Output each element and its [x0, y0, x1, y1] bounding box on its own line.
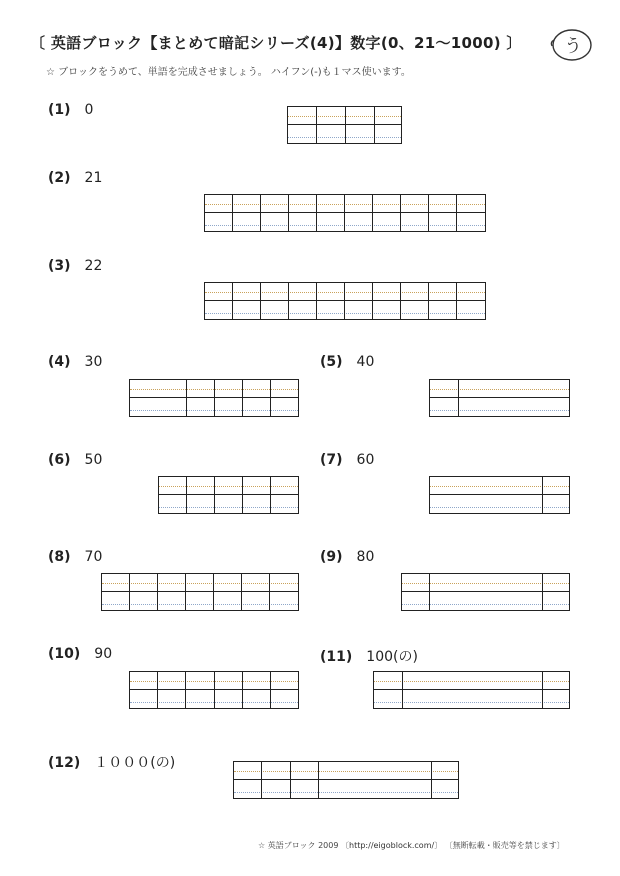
answer-grid-12[interactable] — [233, 761, 459, 799]
grid-cell[interactable] — [543, 672, 571, 708]
question-word: １０００(の) — [94, 755, 176, 771]
grid-cell[interactable] — [215, 672, 243, 708]
grid-cell[interactable] — [270, 574, 300, 610]
grid-cell[interactable] — [543, 574, 571, 610]
grid-cell[interactable] — [205, 283, 233, 319]
grid-cell[interactable] — [243, 380, 271, 416]
question-word: 21 — [84, 170, 103, 186]
grid-cell[interactable] — [375, 107, 403, 143]
grid-cell[interactable] — [289, 283, 317, 319]
grid-cell[interactable] — [401, 283, 429, 319]
grid-cell[interactable] — [432, 762, 460, 798]
question-6 — [48, 452, 102, 468]
grid-cell[interactable] — [158, 574, 186, 610]
grid-cell[interactable] — [457, 283, 487, 319]
grid-cell[interactable] — [430, 477, 543, 513]
grid-cell[interactable] — [459, 380, 571, 416]
question-number: (3) — [48, 258, 71, 274]
instruction-text: ☆ ブロックをうめて、単語を完成させましょう。 ハイフン(-)も１マス使います。 — [46, 67, 411, 78]
grid-cell[interactable] — [187, 477, 215, 513]
grid-cell[interactable] — [543, 477, 571, 513]
grid-cell[interactable] — [243, 672, 271, 708]
grid-cell[interactable] — [187, 380, 215, 416]
grid-cell[interactable] — [346, 107, 375, 143]
grid-cell[interactable] — [261, 283, 289, 319]
grid-cell[interactable] — [186, 574, 214, 610]
grid-cell[interactable] — [130, 672, 158, 708]
grid-cell[interactable] — [373, 195, 401, 231]
grid-cell[interactable] — [345, 283, 373, 319]
footer — [258, 840, 565, 851]
grid-cell[interactable] — [317, 195, 345, 231]
question-number: (6) — [48, 452, 71, 468]
grid-cell[interactable] — [271, 672, 300, 708]
question-word: 60 — [356, 452, 375, 468]
question-11 — [320, 646, 418, 666]
grid-cell[interactable] — [271, 380, 300, 416]
question-word: 100(の) — [366, 649, 418, 665]
grid-cell[interactable] — [102, 574, 130, 610]
question-number: (8) — [48, 549, 71, 565]
grid-cell[interactable] — [317, 107, 346, 143]
grid-cell[interactable] — [215, 380, 243, 416]
grid-cell[interactable] — [288, 107, 317, 143]
grid-cell[interactable] — [186, 672, 215, 708]
grid-cell[interactable] — [430, 380, 459, 416]
grid-cell[interactable] — [158, 672, 186, 708]
answer-grid-5[interactable] — [429, 379, 570, 417]
grid-cell[interactable] — [430, 574, 543, 610]
grid-cell[interactable] — [403, 672, 543, 708]
answer-grid-4[interactable] — [129, 379, 299, 417]
footer-notice: 〔無断転載・販売等を禁じます〕 — [444, 841, 565, 850]
grid-cell[interactable] — [234, 762, 262, 798]
question-word: 80 — [356, 549, 375, 565]
question-number: (4) — [48, 354, 71, 370]
question-word: 50 — [84, 452, 103, 468]
grid-cell[interactable] — [374, 672, 403, 708]
grid-cell[interactable] — [262, 762, 291, 798]
grid-cell[interactable] — [271, 477, 300, 513]
question-1 — [48, 102, 93, 118]
grid-cell[interactable] — [402, 574, 430, 610]
question-word: 40 — [356, 354, 375, 370]
grid-cell[interactable] — [429, 195, 457, 231]
question-number: (2) — [48, 170, 71, 186]
page-title: 〔 英語ブロック【まとめて暗記シリーズ(4)】数字(0、21～1000) 〕 — [30, 34, 522, 52]
smiley-face-icon — [548, 26, 594, 64]
question-5 — [320, 354, 374, 370]
answer-grid-11[interactable] — [373, 671, 570, 709]
question-word: 30 — [84, 354, 103, 370]
answer-grid-10[interactable] — [129, 671, 299, 709]
answer-grid-6[interactable] — [158, 476, 299, 514]
answer-grid-2[interactable] — [204, 194, 486, 232]
grid-cell[interactable] — [261, 195, 289, 231]
question-word: 70 — [84, 549, 103, 565]
grid-cell[interactable] — [317, 283, 345, 319]
answer-grid-8[interactable] — [101, 573, 299, 611]
grid-cell[interactable] — [159, 477, 187, 513]
grid-cell[interactable] — [289, 195, 317, 231]
question-number: (10) — [48, 646, 81, 662]
svg-text:う: う — [564, 36, 582, 57]
answer-grid-7[interactable] — [429, 476, 570, 514]
question-12 — [48, 752, 175, 772]
grid-cell[interactable] — [429, 283, 457, 319]
answer-grid-3[interactable] — [204, 282, 486, 320]
grid-cell[interactable] — [214, 574, 242, 610]
question-4 — [48, 354, 102, 370]
question-number: (1) — [48, 102, 71, 118]
grid-cell[interactable] — [345, 195, 373, 231]
grid-cell[interactable] — [130, 380, 187, 416]
question-number: (9) — [320, 549, 343, 565]
question-9 — [320, 549, 374, 565]
grid-cell[interactable] — [242, 574, 270, 610]
footer-site-link[interactable]: 〔http://eigoblock.com/〕 — [341, 841, 443, 850]
question-word: 0 — [84, 102, 94, 118]
grid-cell[interactable] — [243, 477, 271, 513]
question-number: (12) — [48, 755, 81, 771]
grid-cell[interactable] — [233, 195, 261, 231]
answer-grid-9[interactable] — [401, 573, 570, 611]
answer-grid-1[interactable] — [287, 106, 402, 144]
question-number: (7) — [320, 452, 343, 468]
question-word: 22 — [84, 258, 103, 274]
question-2 — [48, 170, 102, 186]
grid-cell[interactable] — [130, 574, 158, 610]
grid-cell[interactable] — [215, 477, 243, 513]
question-number: (11) — [320, 649, 353, 665]
question-10 — [48, 646, 112, 662]
grid-cell[interactable] — [373, 283, 401, 319]
grid-cell[interactable] — [457, 195, 487, 231]
question-word: 90 — [94, 646, 113, 662]
grid-cell[interactable] — [401, 195, 429, 231]
grid-cell[interactable] — [291, 762, 319, 798]
question-number: (5) — [320, 354, 343, 370]
grid-cell[interactable] — [233, 283, 261, 319]
footer-brand: ☆ 英語ブロック 2009 — [258, 841, 339, 850]
question-7 — [320, 452, 374, 468]
question-3 — [48, 258, 102, 274]
grid-cell[interactable] — [319, 762, 432, 798]
grid-cell[interactable] — [205, 195, 233, 231]
question-8 — [48, 549, 102, 565]
